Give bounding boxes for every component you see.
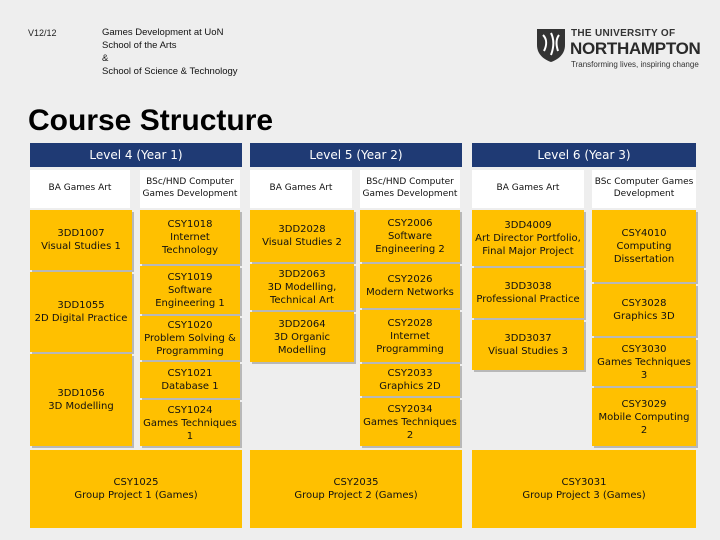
header-text <box>102 26 238 78</box>
module-csy4010: CSY4010 Computing Dissertation <box>592 210 696 282</box>
programme-ba-games-art: BA Games Art <box>250 170 352 208</box>
module-csy3028: CSY3028 Graphics 3D <box>592 284 696 336</box>
module-csy1024: CSY1024 Games Techniques 1 <box>140 400 240 446</box>
module-3dd2028: 3DD2028 Visual Studies 2 <box>250 210 354 262</box>
group-project-3: CSY3031 Group Project 3 (Games) <box>472 450 696 528</box>
module-3dd2064: 3DD2064 3D Organic Modelling <box>250 312 354 362</box>
module-csy2028: CSY2028 Internet Programming <box>360 310 460 362</box>
programme-bsc-games-dev: BSc Computer Games Development <box>592 170 696 208</box>
header-line: & <box>102 53 109 64</box>
programme-bsc-games-dev: BSc/HND Computer Games Development <box>360 170 460 208</box>
module-csy2033: CSY2033 Graphics 2D <box>360 364 460 396</box>
module-3dd1056: 3DD1056 3D Modelling <box>30 354 132 446</box>
module-csy1021: CSY1021 Database 1 <box>140 362 240 398</box>
version-label: V12/12 <box>28 28 57 38</box>
module-3dd1055: 3DD1055 2D Digital Practice <box>30 272 132 352</box>
page-title: Course Structure <box>28 104 274 137</box>
module-csy1019: CSY1019 Software Engineering 1 <box>140 266 240 314</box>
group-project-2: CSY2035 Group Project 2 (Games) <box>250 450 462 528</box>
module-3dd3037: 3DD3037 Visual Studies 3 <box>472 320 584 370</box>
module-csy1020: CSY1020 Problem Solving & Programming <box>140 316 240 360</box>
programme-bsc-games-dev: BSc/HND Computer Games Development <box>140 170 240 208</box>
logo-the: THE UNIVERSITY OF <box>571 28 676 39</box>
programme-ba-games-art: BA Games Art <box>472 170 584 208</box>
header-line: Games Development at UoN <box>102 27 224 38</box>
module-csy2034: CSY2034 Games Techniques 2 <box>360 398 460 446</box>
logo-tagline: Transforming lives, inspiring change <box>571 60 699 69</box>
level-5-header: Level 5 (Year 2) <box>250 143 462 167</box>
module-csy1018: CSY1018 Internet Technology <box>140 210 240 264</box>
module-csy2026: CSY2026 Modern Networks <box>360 264 460 308</box>
module-csy3029: CSY3029 Mobile Computing 2 <box>592 388 696 446</box>
module-3dd2063: 3DD2063 3D Modelling, Technical Art <box>250 264 354 310</box>
module-csy3030: CSY3030 Games Techniques 3 <box>592 338 696 386</box>
module-csy2006: CSY2006 Software Engineering 2 <box>360 210 460 262</box>
group-project-1: CSY1025 Group Project 1 (Games) <box>30 450 242 528</box>
module-3dd1007: 3DD1007 Visual Studies 1 <box>30 210 132 270</box>
level-4-header: Level 4 (Year 1) <box>30 143 242 167</box>
logo-name: NORTHAMPTON <box>570 39 701 58</box>
header-line: School of Science & Technology <box>102 66 238 77</box>
header-line: School of the Arts <box>102 40 177 51</box>
level-6-header: Level 6 (Year 3) <box>472 143 696 167</box>
module-3dd4009: 3DD4009 Art Director Portfolio, Final Major Project <box>472 210 584 266</box>
university-logo <box>535 27 701 73</box>
programme-ba-games-art: BA Games Art <box>30 170 130 208</box>
shield-icon <box>535 27 567 63</box>
module-3dd3038: 3DD3038 Professional Practice <box>472 268 584 318</box>
